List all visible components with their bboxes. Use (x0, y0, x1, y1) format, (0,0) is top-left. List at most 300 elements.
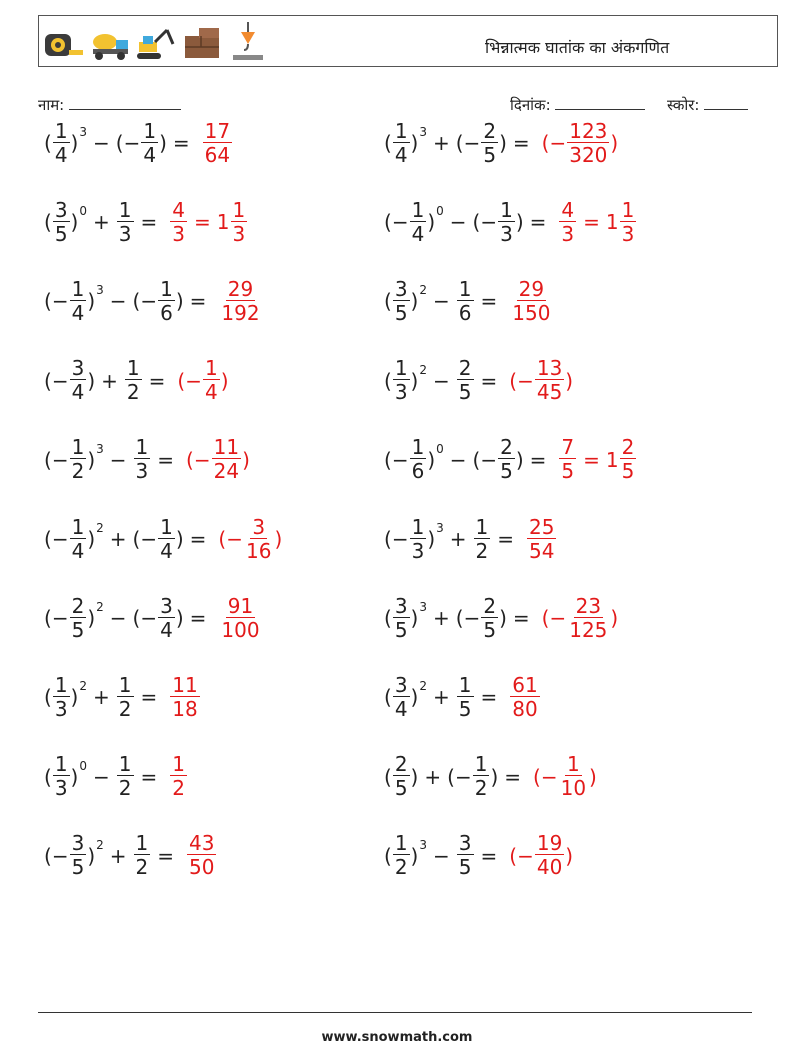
denominator: 4 (71, 538, 85, 563)
fraction (393, 357, 410, 404)
minus-sign: − (51, 527, 69, 551)
numerator: 1 (411, 514, 425, 539)
paren-close: ) (87, 289, 96, 314)
cement-mixer-icon (89, 22, 131, 62)
denominator: 3 (54, 776, 68, 801)
numerator: 1 (71, 435, 85, 460)
exponent: 3 (419, 125, 427, 139)
paren-open: ( (384, 289, 392, 314)
paren-open: ( (472, 210, 481, 235)
minus-sign: − (480, 447, 498, 472)
problem-item (384, 113, 618, 173)
denominator: 100 (221, 617, 260, 642)
answer (509, 357, 573, 404)
numerator: 3 (160, 593, 173, 618)
operator: − (433, 843, 450, 868)
operator: − (433, 368, 450, 393)
paren-close: ) (410, 368, 419, 393)
numerator: 7 (561, 435, 575, 460)
fraction (410, 516, 427, 563)
denominator: 4 (394, 142, 408, 167)
paren-close: ) (410, 764, 419, 789)
fraction (70, 436, 87, 483)
numerator: 11 (213, 435, 240, 460)
equals-sign: = (194, 210, 211, 235)
problem-item (384, 588, 618, 648)
paren-close: ) (87, 368, 96, 393)
numerator: 1 (135, 831, 149, 856)
paren-close: ) (610, 131, 619, 155)
problem-item (44, 430, 250, 490)
operator: + (93, 685, 110, 710)
paren-close: ) (499, 606, 507, 631)
denominator: 4 (160, 538, 173, 563)
fraction (620, 436, 637, 483)
operator: − (449, 447, 467, 472)
paren-open: ( (384, 131, 392, 155)
fraction (158, 278, 175, 325)
footer-url: www.snowmath.com (321, 1030, 473, 1045)
numerator: 1 (394, 118, 408, 143)
problem-item (44, 826, 217, 886)
answer (558, 199, 637, 246)
denominator: 4 (160, 617, 173, 642)
numerator: 1 (71, 514, 85, 539)
denominator: 5 (621, 459, 635, 484)
fraction (53, 674, 70, 721)
denominator: 18 (172, 696, 198, 721)
operator: − (109, 289, 127, 314)
numerator: 2 (71, 593, 85, 618)
paren-close: ) (410, 606, 419, 631)
exponent: 3 (419, 837, 427, 852)
fraction (567, 595, 609, 642)
exponent: 2 (96, 600, 104, 615)
denominator: 5 (458, 855, 472, 880)
paren-close: ) (410, 131, 419, 155)
fraction (393, 753, 410, 800)
paren-close: ) (87, 606, 96, 631)
paren-close: ) (159, 131, 167, 155)
denominator: 3 (621, 221, 635, 246)
denominator: 4 (54, 142, 68, 167)
fraction (70, 516, 87, 563)
problem-item (384, 509, 557, 569)
equals-sign: = (480, 289, 498, 314)
minus-sign: − (391, 447, 409, 472)
denominator: 4 (143, 142, 157, 167)
equals-sign: = (140, 210, 158, 235)
operator: − (93, 131, 110, 155)
numerator: 1 (394, 831, 408, 856)
operator: − (449, 210, 467, 235)
answer (218, 595, 262, 642)
denominator: 5 (458, 696, 472, 721)
whole-number: 1 (216, 210, 230, 235)
equals-sign: = (140, 764, 158, 789)
numerator: 3 (252, 514, 266, 539)
denominator: 4 (71, 380, 85, 405)
numerator: 1 (411, 435, 425, 460)
fraction (125, 357, 142, 404)
equals-sign: = (529, 210, 547, 235)
answer (169, 674, 200, 721)
minus-sign: − (140, 527, 158, 551)
answer (169, 753, 188, 800)
exponent: 3 (419, 600, 427, 615)
paren-open: ( (44, 764, 52, 789)
paren-open: ( (447, 764, 455, 789)
paren-open: ( (44, 843, 52, 868)
operator: − (433, 289, 450, 314)
minus-sign: − (51, 289, 69, 314)
numerator: 3 (394, 593, 408, 618)
whole-number: 1 (605, 447, 619, 472)
denominator: 80 (512, 696, 538, 721)
numerator: 2 (621, 435, 635, 460)
paren-close: ) (87, 843, 96, 868)
minus-sign: − (140, 289, 158, 314)
equals-sign: = (157, 447, 175, 472)
fraction (170, 753, 187, 800)
denominator: 3 (135, 459, 149, 484)
score-blank[interactable] (704, 95, 748, 110)
paren-open: ( (218, 527, 227, 551)
denominator: 5 (561, 459, 575, 484)
fraction (410, 199, 427, 246)
equals-sign: = (480, 685, 498, 710)
date-blank[interactable] (555, 95, 645, 110)
paren-close: ) (87, 527, 96, 551)
exponent: 2 (96, 837, 104, 852)
fraction (70, 357, 87, 404)
paren-open: ( (132, 289, 141, 314)
paren-close: ) (70, 764, 79, 789)
numerator: 1 (135, 435, 149, 460)
paren-open: ( (455, 606, 464, 631)
denominator: 5 (458, 380, 472, 405)
fraction (53, 753, 70, 800)
paren-open: ( (455, 131, 464, 155)
numerator: 1 (172, 752, 185, 777)
paren-close: ) (610, 606, 619, 631)
equals-sign: = (480, 368, 498, 393)
denominator: 2 (172, 776, 185, 801)
equals-sign: = (504, 764, 522, 789)
denominator: 2 (118, 776, 132, 801)
numerator: 29 (227, 276, 254, 301)
paren-open: ( (44, 131, 52, 155)
answer (509, 832, 573, 879)
problem-item (44, 271, 263, 331)
minus-sign: − (193, 447, 211, 472)
fraction (393, 674, 410, 721)
fraction (70, 832, 87, 879)
score-label: स्कोर: (666, 96, 700, 114)
operator: + (109, 843, 127, 868)
denominator: 3 (394, 380, 408, 405)
fraction (498, 199, 515, 246)
minus-sign: − (463, 131, 481, 155)
name-label: नाम: (38, 96, 65, 114)
paren-open: ( (384, 685, 392, 710)
denominator: 5 (394, 776, 408, 801)
numerator: 1 (621, 197, 635, 222)
problem-item (44, 667, 201, 727)
paren-close: ) (70, 210, 79, 235)
paren-open: ( (509, 368, 518, 393)
fraction (53, 199, 70, 246)
fraction (219, 278, 261, 325)
denominator: 3 (232, 221, 246, 246)
name-field (38, 95, 181, 115)
fraction (393, 120, 410, 167)
answer (558, 436, 637, 483)
minus-sign: − (51, 843, 69, 868)
exponent: 0 (436, 441, 444, 456)
numerator: 3 (394, 672, 408, 697)
numerator: 1 (232, 197, 246, 222)
paren-close: ) (427, 447, 436, 472)
paren-open: ( (541, 131, 550, 155)
numerator: 3 (71, 356, 85, 381)
problem-item (384, 192, 637, 252)
minus-sign: − (51, 368, 69, 393)
exponent: 2 (419, 362, 427, 377)
exponent: 3 (436, 521, 444, 535)
numerator: 25 (529, 514, 555, 539)
paren-close: ) (410, 289, 419, 314)
fraction (559, 753, 588, 800)
answer (218, 278, 262, 325)
operator: + (101, 368, 118, 393)
paren-open: ( (44, 289, 52, 314)
paren-close: ) (70, 685, 79, 710)
fraction (70, 278, 87, 325)
paren-close: ) (410, 685, 419, 710)
problem-item (384, 667, 541, 727)
denominator: 4 (411, 221, 425, 246)
numerator: 1 (143, 118, 157, 143)
denominator: 192 (221, 300, 260, 325)
minus-sign: − (51, 606, 69, 631)
answer (533, 753, 597, 800)
answer (509, 674, 540, 721)
problem-item (44, 351, 229, 411)
problem-item (384, 747, 597, 807)
paren-open: ( (509, 843, 518, 868)
fraction (510, 674, 539, 721)
problem-item (384, 826, 573, 886)
numerator: 1 (54, 118, 68, 143)
numerator: 13 (536, 356, 563, 381)
answer (526, 516, 557, 563)
problem-item (44, 113, 233, 173)
equals-sign: = (497, 527, 515, 551)
fraction (170, 674, 199, 721)
denominator: 5 (394, 617, 408, 642)
denominator: 3 (54, 696, 68, 721)
numerator: 1 (118, 752, 132, 777)
paren-close: ) (565, 843, 574, 868)
denominator: 4 (71, 300, 85, 325)
operator: + (433, 606, 450, 631)
bricks-icon (181, 22, 223, 62)
exponent: 3 (96, 283, 104, 298)
problem-item (384, 271, 553, 331)
minus-sign: − (185, 368, 202, 393)
fraction (457, 674, 474, 721)
minus-sign: − (517, 368, 534, 393)
paren-open: ( (44, 368, 52, 393)
problem-item (384, 351, 573, 411)
numerator: 1 (394, 356, 408, 381)
numerator: 91 (227, 593, 254, 618)
minus-sign: − (480, 210, 498, 235)
fraction (117, 674, 134, 721)
denominator: 3 (172, 221, 185, 246)
fraction (567, 120, 609, 167)
answer (177, 357, 228, 404)
name-blank[interactable] (69, 95, 181, 110)
operator: − (109, 447, 127, 472)
problem-item (44, 509, 282, 569)
fraction (117, 753, 134, 800)
denominator: 24 (213, 459, 240, 484)
fraction (535, 832, 564, 879)
denominator: 5 (71, 855, 85, 880)
equals-sign: = (140, 685, 158, 710)
operator: + (433, 131, 450, 155)
minus-sign: − (549, 606, 567, 631)
numerator: 4 (561, 197, 575, 222)
fraction (620, 199, 637, 246)
paren-close: ) (87, 447, 96, 472)
worksheet-title: भिन्नात्मक घातांक का अंकगणित (485, 38, 670, 57)
problem-item (44, 747, 188, 807)
fraction (187, 832, 216, 879)
paren-open: ( (115, 131, 124, 155)
denominator: 2 (475, 538, 489, 563)
fraction (231, 199, 248, 246)
numerator: 2 (500, 435, 513, 460)
paren-open: ( (384, 527, 392, 551)
fraction (457, 832, 474, 879)
numerator: 1 (71, 276, 85, 301)
paren-open: ( (472, 447, 481, 472)
numerator: 1 (500, 197, 513, 222)
operator: + (109, 527, 127, 551)
numerator: 1 (458, 276, 472, 301)
fraction (481, 595, 498, 642)
fraction (203, 120, 232, 167)
fraction (158, 595, 175, 642)
paren-open: ( (177, 368, 186, 393)
paren-open: ( (132, 527, 141, 551)
fraction (393, 278, 410, 325)
denominator: 40 (536, 855, 563, 880)
numerator: 1 (458, 672, 472, 697)
exponent: 0 (436, 204, 444, 219)
paren-open: ( (384, 368, 392, 393)
header-icons (43, 22, 269, 62)
fraction (203, 357, 220, 404)
problem-item (384, 430, 637, 490)
paren-close: ) (565, 368, 574, 393)
exponent: 2 (419, 283, 427, 298)
paren-open: ( (384, 764, 392, 789)
date-label: दिनांक: (510, 96, 551, 114)
paren-close: ) (274, 527, 283, 551)
operator: + (93, 210, 110, 235)
minus-sign: − (517, 843, 534, 868)
numerator: 43 (189, 831, 215, 856)
paren-open: ( (533, 764, 541, 789)
fraction (219, 595, 261, 642)
paren-open: ( (44, 606, 52, 631)
exponent: 2 (96, 521, 104, 535)
fraction (70, 595, 87, 642)
paren-open: ( (384, 447, 392, 472)
paren-close: ) (427, 527, 436, 551)
equals-sign: = (189, 606, 207, 631)
paren-close: ) (175, 289, 184, 314)
numerator: 1 (411, 197, 425, 222)
denominator: 16 (246, 538, 272, 563)
header-box (38, 15, 778, 67)
numerator: 61 (512, 672, 538, 697)
exponent: 0 (79, 204, 87, 219)
fraction (53, 120, 70, 167)
minus-sign: − (226, 527, 243, 551)
exponent: 2 (79, 679, 87, 694)
paren-close: ) (410, 843, 419, 868)
paren-open: ( (541, 606, 550, 631)
exponent: 2 (419, 679, 427, 694)
denominator: 4 (204, 380, 218, 405)
fraction (134, 436, 151, 483)
tape-measure-icon (43, 22, 85, 62)
fraction (134, 832, 151, 879)
paren-close: ) (242, 447, 250, 472)
denominator: 2 (474, 776, 488, 801)
fraction (535, 357, 564, 404)
numerator: 1 (118, 672, 132, 697)
numerator: 3 (71, 831, 85, 856)
paren-close: ) (589, 764, 597, 789)
paren-close: ) (515, 447, 524, 472)
answer (509, 278, 553, 325)
minus-sign: − (540, 764, 558, 789)
numerator: 2 (458, 356, 472, 381)
equals-sign: = (148, 368, 166, 393)
paren-close: ) (70, 131, 79, 155)
fraction (410, 436, 427, 483)
numerator: 3 (54, 197, 68, 222)
minus-sign: − (454, 764, 472, 789)
denominator: 320 (569, 142, 608, 167)
denominator: 3 (411, 538, 425, 563)
minus-sign: − (391, 527, 409, 551)
denominator: 5 (500, 459, 513, 484)
fraction (117, 199, 134, 246)
answer (542, 120, 619, 167)
paren-open: ( (384, 210, 392, 235)
denominator: 50 (189, 855, 215, 880)
operator: − (93, 764, 110, 789)
fraction (158, 516, 175, 563)
paren-open: ( (44, 210, 52, 235)
